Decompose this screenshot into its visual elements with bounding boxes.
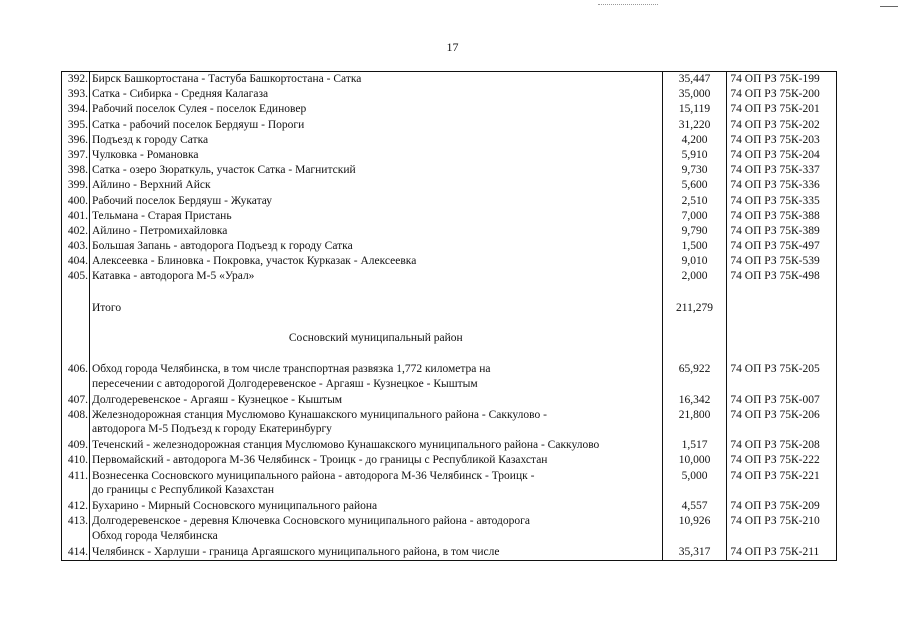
road-name: Айлино - Верхний Айск [89,178,662,193]
empty-cell [62,315,90,331]
table-row [62,545,837,561]
road-name-line1: Вознесенка Сосновского муниципального района - автодорога М-36 Челябинск - Троицк - [91,469,535,482]
road-name-line2: пересечении с автодорогой Долгодеревенское - Аргаяш - Кузнецкое - Кыштым [91,377,478,390]
road-code: 74 ОП РЗ 75К-203 [727,133,837,148]
table-row [62,239,837,254]
road-length: 2,000 [662,269,727,284]
road-length: 35,447 [662,72,727,88]
road-length: 5,000 [662,469,727,499]
empty-cell [89,315,662,331]
empty-cell [662,315,727,331]
empty-cell [62,346,90,362]
row-number: 400. [62,194,90,209]
road-name-line2: Обход города Челябинска [91,529,218,542]
road-name [89,545,662,561]
table-row [62,102,837,117]
road-code: 74 ОП РЗ 75К-206 [727,408,837,438]
road-code: 74 ОП РЗ 75К-200 [727,87,837,102]
road-length: 16,342 [662,393,727,408]
road-name: Тельмана - Старая Пристань [89,209,662,224]
road-name: Сатка - Сибирка - Средняя Калагаза [89,87,662,102]
road-length: 31,220 [662,118,727,133]
table-row [62,453,837,468]
table-row [62,72,837,88]
road-length: 10,926 [662,514,727,544]
road-name [89,499,662,514]
road-code: 74 ОП РЗ 75К-221 [727,469,837,499]
road-length: 5,910 [662,148,727,163]
row-number: 392. [62,72,90,88]
road-length: 2,510 [662,194,727,209]
row-number: 396. [62,133,90,148]
road-code: 74 ОП РЗ 75К-202 [727,118,837,133]
total-row [62,301,837,316]
total-label: Итого [89,301,662,316]
page-number: 17 [446,40,459,54]
road-length: 4,200 [662,133,727,148]
road-code: 74 ОП РЗ 75К-336 [727,178,837,193]
section-title: Сосновский муниципальный район [89,331,662,346]
empty-cell [89,346,662,362]
road-name: Подъезд к городу Сатка [89,133,662,148]
row-number: 410. [62,453,90,468]
table-row [62,438,837,453]
empty-cell [727,315,837,331]
row-number: 399. [62,178,90,193]
table-row [62,254,837,269]
row-number: 393. [62,87,90,102]
road-length: 1,517 [662,438,727,453]
road-name-line2: автодорога М-5 Подъезд к городу Екатеринбургу [91,423,332,436]
empty-cell [727,301,837,316]
road-length: 9,790 [662,224,727,239]
road-name: Сатка - рабочий поселок Бердяуш - Пороги [89,118,662,133]
empty-cell [727,285,837,301]
row-number: 414. [62,545,90,561]
road-code: 74 ОП РЗ 75К-539 [727,254,837,269]
road-code: 74 ОП РЗ 75К-388 [727,209,837,224]
table-row [62,178,837,193]
road-name: Бирск Башкортостана - Тастуба Башкортостана - Сатка [89,72,662,88]
scan-artifact-line [598,4,658,5]
road-name-line1: Первомайский - автодорога М-36 Челябинск - Троицк - до границы с Республикой Казахстан [91,454,548,467]
spacer-row [62,346,837,362]
road-length: 7,000 [662,209,727,224]
table-row [62,499,837,514]
road-length: 21,800 [662,408,727,438]
road-code: 74 ОП РЗ 75К-204 [727,148,837,163]
table-row [62,148,837,163]
empty-cell [662,285,727,301]
empty-cell [89,285,662,301]
road-code: 74 ОП РЗ 75К-205 [727,362,837,392]
empty-cell [62,331,90,346]
road-name-line1: Теченский - железнодорожная станция Муслюмово Кунашакского муниципального района - Саккулово [91,439,600,452]
road-name [89,362,662,392]
row-number: 413. [62,514,90,544]
road-name: Айлино - Петромихайловка [89,224,662,239]
row-number: 411. [62,469,90,499]
road-code: 74 ОП РЗ 75К-007 [727,393,837,408]
row-number: 408. [62,408,90,438]
road-name [89,408,662,438]
road-length: 4,557 [662,499,727,514]
road-name-line2: до границы с Республикой Казахстан [91,484,275,497]
road-code: 74 ОП РЗ 75К-498 [727,269,837,284]
road-code: 74 ОП РЗ 75К-208 [727,438,837,453]
table-row [62,163,837,178]
row-number: 397. [62,148,90,163]
road-code: 74 ОП РЗ 75К-497 [727,239,837,254]
road-name [89,438,662,453]
table-row [62,224,837,239]
table-row [62,514,837,544]
road-name: Большая Запань - автодорога Подъезд к городу Сатка [89,239,662,254]
row-number: 406. [62,362,90,392]
road-code: 74 ОП РЗ 75К-210 [727,514,837,544]
row-number: 407. [62,393,90,408]
row-number: 405. [62,269,90,284]
table-row [62,393,837,408]
empty-cell [62,301,90,316]
road-name [89,453,662,468]
road-name-line1: Бухарино - Мирный Сосновского муниципального района [91,500,378,513]
row-number: 402. [62,224,90,239]
road-length: 65,922 [662,362,727,392]
empty-cell [662,331,727,346]
road-name-line1: Долгодеревенское - Аргаяш - Кузнецкое - Кыштым [91,393,343,406]
road-code: 74 ОП РЗ 75К-199 [727,72,837,88]
road-length: 15,119 [662,102,727,117]
row-number: 409. [62,438,90,453]
table-row [62,469,837,499]
row-number: 412. [62,499,90,514]
road-name-line1: Железнодорожная станция Муслюмово Кунашакского муниципального района - Саккулово - [91,408,547,421]
table-row [62,269,837,284]
road-name: Сатка - озеро Зюраткуль, участок Сатка - Магнитский [89,163,662,178]
road-length: 10,000 [662,453,727,468]
row-number: 395. [62,118,90,133]
scan-artifact-mark [880,6,898,7]
empty-cell [62,285,90,301]
table-row [62,133,837,148]
road-name: Чулковка - Романовка [89,148,662,163]
road-code: 74 ОП РЗ 75К-201 [727,102,837,117]
road-length: 35,000 [662,87,727,102]
road-code: 74 ОП РЗ 75К-209 [727,499,837,514]
table-row [62,408,837,438]
road-name [89,514,662,544]
road-length: 1,500 [662,239,727,254]
road-name-line1: Долгодеревенское - деревня Ключевка Сосновского муниципального района - автодорога [91,515,530,528]
table-row [62,118,837,133]
road-name: Рабочий поселок Сулея - поселок Единовер [89,102,662,117]
road-code: 74 ОП РЗ 75К-335 [727,194,837,209]
empty-cell [727,346,837,362]
road-name-line1: Обход города Челябинска, в том числе транспортная развязка 1,772 километра на [91,363,491,376]
spacer-row [62,315,837,331]
road-name: Алексеевка - Блиновка - Покровка, участок Курказак - Алексеевка [89,254,662,269]
road-length: 5,600 [662,178,727,193]
road-name [89,393,662,408]
road-name [89,469,662,499]
total-length: 211,279 [662,301,727,316]
section-row [62,331,837,346]
spacer-row [62,285,837,301]
empty-cell [662,346,727,362]
roads-table [61,71,837,561]
row-number: 394. [62,102,90,117]
road-code: 74 ОП РЗ 75К-389 [727,224,837,239]
table-row [62,362,837,392]
road-code: 74 ОП РЗ 75К-222 [727,453,837,468]
row-number: 403. [62,239,90,254]
road-code: 74 ОП РЗ 75К-211 [727,545,837,561]
table-row [62,87,837,102]
row-number: 401. [62,209,90,224]
road-name-line1: Челябинск - Харлуши - граница Аргаяшского муниципального района, в том числе [91,545,500,558]
row-number: 404. [62,254,90,269]
road-length: 9,730 [662,163,727,178]
road-code: 74 ОП РЗ 75К-337 [727,163,837,178]
road-length: 35,317 [662,545,727,561]
row-number: 398. [62,163,90,178]
empty-cell [727,331,837,346]
road-name: Катавка - автодорога М-5 «Урал» [89,269,662,284]
road-name: Рабочий поселок Бердяуш - Жукатау [89,194,662,209]
table-row [62,209,837,224]
road-length: 9,010 [662,254,727,269]
table-row [62,194,837,209]
